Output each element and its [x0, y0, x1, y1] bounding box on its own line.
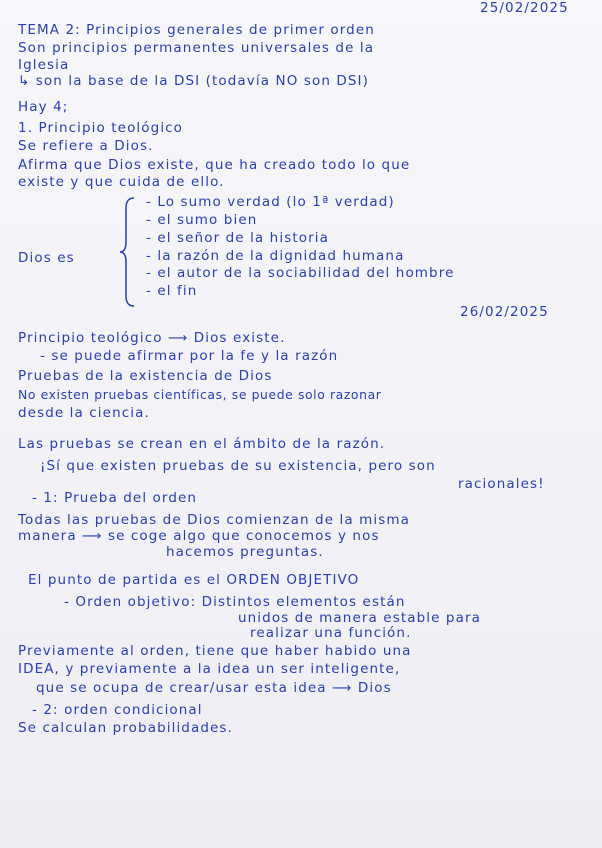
section2-line-21: Se calculan probabilidades.	[18, 720, 233, 736]
section2-line-5: desde la ciencia.	[18, 405, 150, 421]
section2-line-15: unidos de manera estable para	[238, 610, 481, 626]
section2-line-9: - 1: Prueba del orden	[32, 490, 198, 506]
section2-line-19: que se ocupa de crear/usar esta idea ⟶ Dios	[36, 680, 392, 696]
date-header: 25/02/2025	[480, 0, 569, 16]
definition-line-1: Son principios permanentes universales de la	[18, 40, 375, 56]
section2-line-1: Principio teológico ⟶ Dios existe.	[18, 330, 286, 346]
section2-line-10: Todas las pruebas de Dios comienzan de la misma	[18, 512, 410, 528]
section2-line-20: - 2: orden condicional	[32, 702, 203, 718]
dios-item-2: - el sumo bien	[146, 212, 258, 228]
hay-line: Hay 4;	[18, 99, 69, 115]
dios-item-3: - el señor de la historia	[146, 230, 329, 246]
dios-es-label: Dios es	[18, 250, 75, 266]
dios-item-6: - el fin	[146, 283, 198, 299]
principle-1-line-c: existe y que cuida de ello.	[18, 174, 225, 190]
date-second-session: 26/02/2025	[460, 304, 549, 320]
section2-line-14: - Orden objetivo: Distintos elementos están	[64, 594, 406, 610]
section2-line-3: Pruebas de la existencia de Dios	[18, 368, 273, 384]
dios-item-1: - Lo sumo verdad (lo 1ª verdad)	[146, 194, 395, 210]
section2-line-6: Las pruebas se crean en el ámbito de la razón.	[18, 436, 386, 452]
section2-line-17: Previamente al orden, tiene que haber habido una	[18, 643, 412, 659]
dios-item-5: - el autor de la sociabilidad del hombre	[146, 265, 455, 281]
topic-title: TEMA 2: Principios generales de primer orden	[18, 22, 375, 38]
definition-line-2: Iglesia	[18, 57, 70, 73]
section2-line-7: ¡Sí que existen pruebas de su existencia, pero son	[40, 458, 436, 474]
dios-item-4: - la razón de la dignidad humana	[146, 248, 405, 264]
section2-line-18: IDEA, y previamente a la idea un ser inteligente,	[18, 661, 401, 677]
section2-line-4: No existen pruebas científicas, se puede solo razonar	[18, 387, 382, 402]
principle-1-line-a: Se refiere a Dios.	[18, 138, 154, 154]
principle-1-title: 1. Principio teológico	[18, 120, 184, 136]
definition-line-3: ↳ son la base de la DSI (todavía NO son DSI)	[18, 73, 369, 89]
section2-line-16: realizar una función.	[250, 625, 412, 641]
section2-line-12: hacemos preguntas.	[166, 544, 324, 560]
curly-brace-icon	[118, 196, 138, 308]
principle-1-line-b: Afirma que Dios existe, que ha creado todo lo que	[18, 157, 411, 173]
section2-line-2: - se puede afirmar por la fe y la razón	[40, 348, 339, 364]
section2-line-13: El punto de partida es el ORDEN OBJETIVO	[28, 572, 360, 588]
section2-line-11: manera ⟶ se coge algo que conocemos y nos	[18, 528, 380, 544]
section2-line-8: racionales!	[458, 476, 545, 492]
